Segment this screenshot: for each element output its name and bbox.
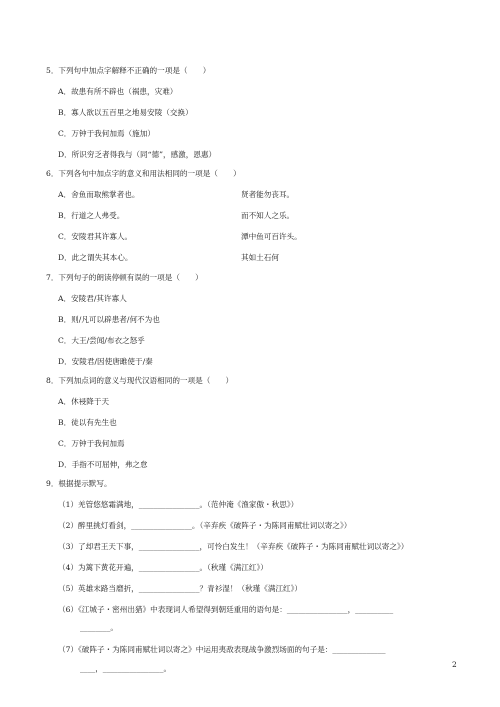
q9-item-2: （2）醉里挑灯看剑，________________。（辛弃疾《破阵子・为陈同甫赋壮词以寄之》）	[58, 521, 352, 530]
q6-stem: 6．下列各句中加点字的意义和用法相同的一项是（ ）	[46, 169, 241, 178]
q7-option-c: C．大王/尝闻/布衣之怒乎	[58, 336, 145, 345]
q9-item-6: （6）《江城子・密州出猎》中表现词人希望得到朝廷重用的语句是：________________，__________	[58, 605, 394, 614]
q5-option-d: D．所识穷乏者得我与（同“德”，感激，恩惠）	[58, 150, 217, 159]
q7-option-d: D．安陵君/因使唐雎使于/秦	[58, 357, 153, 366]
q9-item-7: （7）《破阵子・为陈同甫赋壮词以寄之》中运用夷敌表现战争激烈场面的句子是：______________	[58, 645, 386, 654]
q9-item-3: （3）了却君王天下事，________________，可怜白发生！（辛弃疾《破阵子・为陈同甫赋壮词以寄之》）	[58, 542, 409, 551]
q6-option-b-left: B．行道之人弗受。	[58, 211, 125, 220]
q5-option-a: A．故患有所不辟也（祸患，灾难）	[58, 87, 178, 96]
q8-option-a: A．休祲降于天	[58, 397, 110, 406]
q6-option-a	[58, 190, 295, 200]
q9-item-5: （5）英雄末路当磨折，________________？青衫湿！（秋瑾《满江红》）	[58, 584, 303, 593]
q9-item-7-cont: ____，________________。	[80, 664, 172, 673]
q9-item-4: （4）为篱下黄花开遍，________________。（秋瑾《满江红》）	[58, 563, 268, 572]
q5-option-c: C．万钟于我何加焉（施加）	[58, 129, 155, 138]
q7-option-a: A．安陵君/其许寡人	[58, 294, 127, 303]
page-number: 2	[452, 660, 457, 669]
q6-option-a-right: 贤者能勿丧耳。	[241, 190, 295, 199]
q9-item-1: （1）羌管悠悠霜满地，________________。（范仲淹《渔家傲・秋思》）	[58, 500, 299, 509]
q6-option-a-left: A．舍鱼而取熊掌者也。	[58, 190, 140, 199]
q5-option-b: B．寡人欲以五百里之地易安陵（交换）	[58, 108, 193, 117]
q9-stem: 9．根据提示默写。	[46, 479, 112, 488]
q6-option-d-right: 其如土石何	[241, 253, 279, 262]
q6-option-c-left: C．安陵君其许寡人。	[58, 232, 133, 241]
q7-stem: 7．下列句子的朗读停顿有误的一项是（ ）	[46, 273, 203, 282]
q6-option-d	[58, 253, 279, 263]
q8-option-c: C．万钟于我何加焉	[58, 439, 125, 448]
q7-option-b: B．则/凡可以辟患者/何不为也	[58, 315, 160, 324]
q6-option-b	[58, 211, 295, 221]
q9-item-6-cont: ________。	[80, 623, 118, 632]
q8-stem: 8．下列加点词的意义与现代汉语相同的一项是（ ）	[46, 376, 234, 385]
q6-option-d-left: D．此之谓失其本心。	[58, 253, 133, 262]
q6-option-b-right: 而不知人之乐。	[241, 211, 295, 220]
q8-option-b: B．徒以有先生也	[58, 418, 117, 427]
q8-option-d: D．手指不可屈伸，弗之怠	[58, 460, 148, 469]
q6-option-c-right: 潭中鱼可百许头。	[241, 232, 302, 241]
q5-stem: 5．下列句中加点字解释不正确的一项是（ ）	[46, 66, 211, 75]
q6-option-c	[58, 232, 302, 242]
